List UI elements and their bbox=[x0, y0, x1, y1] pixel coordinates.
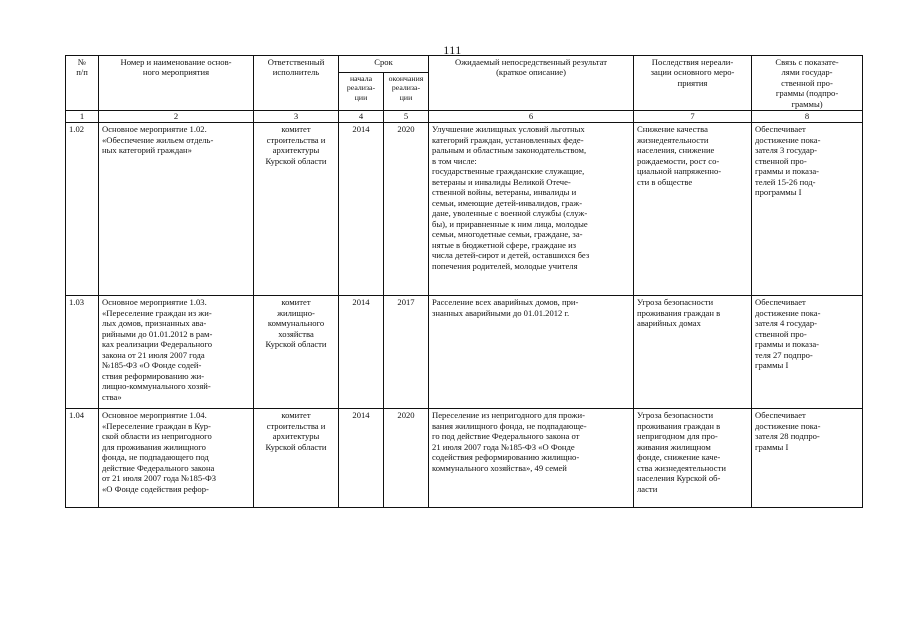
header-row bbox=[66, 56, 863, 73]
header-executor: Ответственный исполнитель bbox=[254, 56, 339, 111]
row-end-year: 2020 bbox=[384, 123, 429, 296]
column-number: 5 bbox=[384, 111, 429, 123]
row-start-year: 2014 bbox=[339, 296, 384, 409]
row-activity-name: Основное мероприятие 1.03. «Переселение граждан из жи- лых домов, признанных ава- рийными до 01.01.2012 в рам- ках реализации Федерального закона от 21 июля 2007 года №185-ФЗ «О Фонде содей- ствия реформированию жи- лищно-коммунального хозяй- ства» bbox=[99, 296, 254, 409]
row-consequences: Угроза безопасности проживания граждан в непригодном для про- живания жилищном фонде, снижение каче- ства жизнедеятельности населения Курской об- ласти bbox=[634, 409, 752, 508]
row-expected-result: Переселение из непригодного для прожи- вания жилищного фонда, не подпадающе- го под действие Федерального закона от 21 июля 2007 года №185-ФЗ «О Фонде содействия реформированию жилищно- коммунального хозяйства», 49 семей bbox=[429, 409, 634, 508]
row-consequences: Угроза безопасности проживания граждан в аварийных домах bbox=[634, 296, 752, 409]
column-number: 2 bbox=[99, 111, 254, 123]
header-term: Срок bbox=[339, 56, 429, 73]
row-end-year: 2020 bbox=[384, 409, 429, 508]
row-expected-result: Улучшение жилищных условий льготных категорий граждан, установленных феде- ральным и областным законодательством, в том числе: государственные гражданские служащие, ветераны и инвалиды Великой Отече- ственной войны, ветераны, инвалиды и семьи, имеющие детей-инвалидов, граж- дане, уволенные с военной службы (служ- бы), и приравненные к ним лица, молодые семьи, многодетные семьи, граждане, за- нятые в бюджетной сфере, граждане из числа детей-сирот и детей, оставшихся без попечения родителей, молодые учителя bbox=[429, 123, 634, 296]
column-numbers-row bbox=[66, 111, 863, 123]
column-number: 8 bbox=[752, 111, 863, 123]
header-consequences: Последствия нереали- зации основного меро- приятия bbox=[634, 56, 752, 111]
column-number: 7 bbox=[634, 111, 752, 123]
row-num: 1.03 bbox=[66, 296, 99, 409]
row-executor: комитет строительства и архитектуры Курской области bbox=[254, 123, 339, 296]
column-number: 3 bbox=[254, 111, 339, 123]
row-consequences: Снижение качества жизнедеятельности населения, снижение рождаемости, рост со- циальной напряженно- сти в обществе bbox=[634, 123, 752, 296]
header-link: Связь с показате- лями государ- ственной про- граммы (подпро- граммы) bbox=[752, 56, 863, 111]
header-term-start: начала реализа- ции bbox=[339, 72, 384, 111]
row-activity-name: Основное мероприятие 1.04. «Переселение граждан в Кур- ской области из непригодного для проживания жилищного фонда, не подпадающего под действие Федерального закона от 21 июля 2007 года №185-ФЗ «О Фонде содействия рефор- bbox=[99, 409, 254, 508]
program-activities-table bbox=[65, 55, 863, 508]
row-start-year: 2014 bbox=[339, 123, 384, 296]
row-expected-result: Расселение всех аварийных домов, при- знанных аварийными до 01.01.2012 г. bbox=[429, 296, 634, 409]
row-executor: комитет строительства и архитектуры Курской области bbox=[254, 409, 339, 508]
page-number: 111 bbox=[443, 43, 462, 57]
row-indicator-link: Обеспечивает достижение пока- зателя 28 подпро- граммы I bbox=[752, 409, 863, 508]
header-result: Ожидаемый непосредственный результат (краткое описание) bbox=[429, 56, 634, 111]
column-number: 1 bbox=[66, 111, 99, 123]
header-name: Номер и наименование основ- ного мероприятия bbox=[99, 56, 254, 111]
row-end-year: 2017 bbox=[384, 296, 429, 409]
column-number: 4 bbox=[339, 111, 384, 123]
row-start-year: 2014 bbox=[339, 409, 384, 508]
table-row bbox=[66, 409, 863, 508]
row-executor: комитет жилищно- коммунального хозяйства Курской области bbox=[254, 296, 339, 409]
row-activity-name: Основное мероприятие 1.02. «Обеспечение жильем отдель- ных категорий граждан» bbox=[99, 123, 254, 296]
table-row bbox=[66, 123, 863, 296]
table-row bbox=[66, 296, 863, 409]
header-num: № п/п bbox=[66, 56, 99, 111]
row-num: 1.04 bbox=[66, 409, 99, 508]
row-indicator-link: Обеспечивает достижение пока- зателя 4 государ- ственной про- граммы и показа- теля 27 подпро- граммы I bbox=[752, 296, 863, 409]
row-num: 1.02 bbox=[66, 123, 99, 296]
row-indicator-link: Обеспечивает достижение пока- зателя 3 государ- ственной про- граммы и показа- телей 15-26 под- программы I bbox=[752, 123, 863, 296]
header-term-end: окончания реализа- ции bbox=[384, 72, 429, 111]
column-number: 6 bbox=[429, 111, 634, 123]
